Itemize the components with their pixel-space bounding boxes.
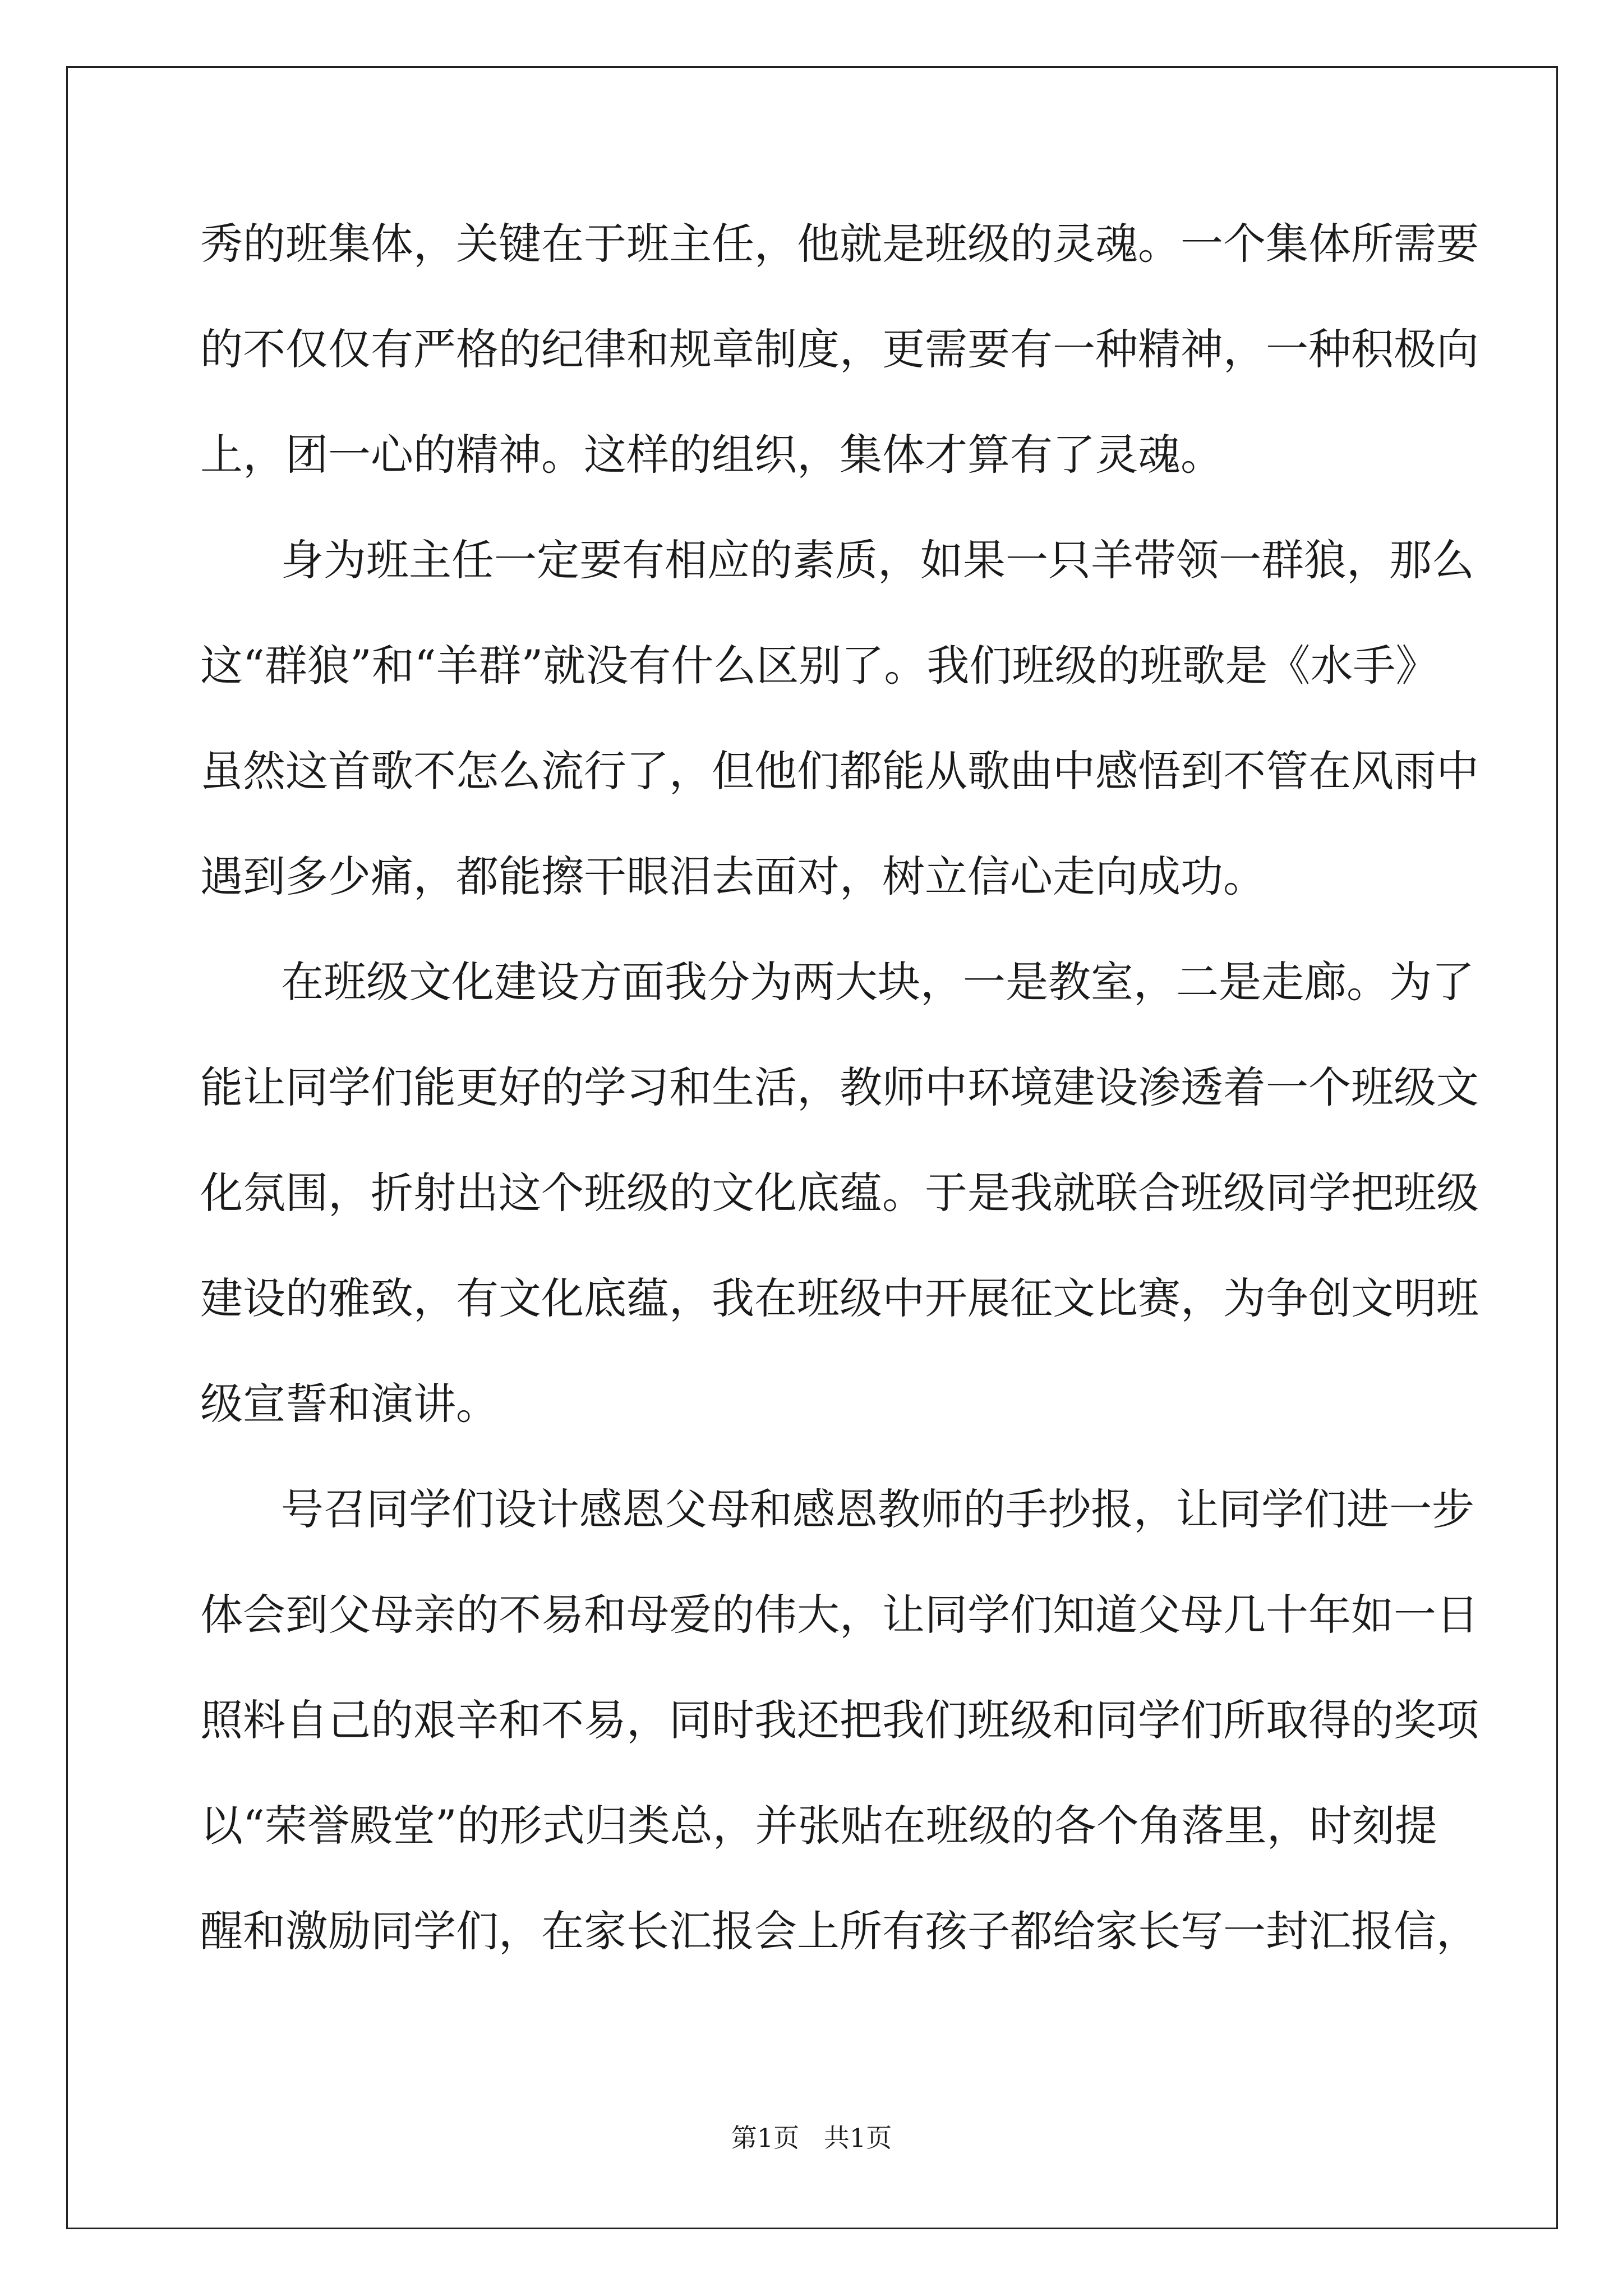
text-line: 这“群狼”和“羊群”就没有什么区别了。我们班级的班歌是《水手》	[200, 641, 1438, 691]
text-line: 的不仅仅有严格的纪律和规章制度，更需要有一种精神，一种积极向	[200, 324, 1479, 374]
text-line: 级宣誓和演讲。	[200, 1379, 499, 1429]
text-line: 醒和激励同学们，在家长汇报会上所有孩子都给家长写一封汇报信，	[200, 1906, 1479, 1956]
text-line: 虽然这首歌不怎么流行了，但他们都能从歌曲中感悟到不管在风雨中	[200, 746, 1479, 796]
text-line: 照料自己的艰辛和不易，同时我还把我们班级和同学们所取得的奖项	[200, 1695, 1479, 1745]
text-line: 体会到父母亲的不易和母爱的伟大，让同学们知道父母几十年如一日	[200, 1590, 1479, 1640]
text-line: 建设的雅致，有文化底蕴，我在班级中开展征文比赛，为争创文明班	[200, 1273, 1479, 1323]
page-number-footer: 第1页 共1页	[731, 2123, 892, 2153]
text-line: 以“荣誉殿堂”的形式归类总，并张贴在班级的各个角落里，时刻提	[200, 1801, 1437, 1851]
text-line: 在班级文化建设方面我分为两大块，一是教室，二是走廊。为了	[281, 957, 1474, 1007]
text-line: 身为班主任一定要有相应的素质，如果一只羊带领一群狼，那么	[281, 535, 1474, 585]
text-line: 秀的班集体，关键在于班主任，他就是班级的灵魂。一个集体所需要	[200, 219, 1479, 269]
text-line: 遇到多少痛，都能擦干眼泪去面对，树立信心走向成功。	[200, 852, 1266, 901]
text-line: 能让同学们能更好的学习和生活，教师中环境建设渗透着一个班级文	[200, 1062, 1479, 1112]
text-line: 上，团一心的精神。这样的组织，集体才算有了灵魂。	[200, 430, 1223, 480]
text-line: 号召同学们设计感恩父母和感恩教师的手抄报，让同学们进一步	[281, 1484, 1474, 1534]
text-line: 化氛围，折射出这个班级的文化底蕴。于是我就联合班级同学把班级	[200, 1168, 1479, 1218]
